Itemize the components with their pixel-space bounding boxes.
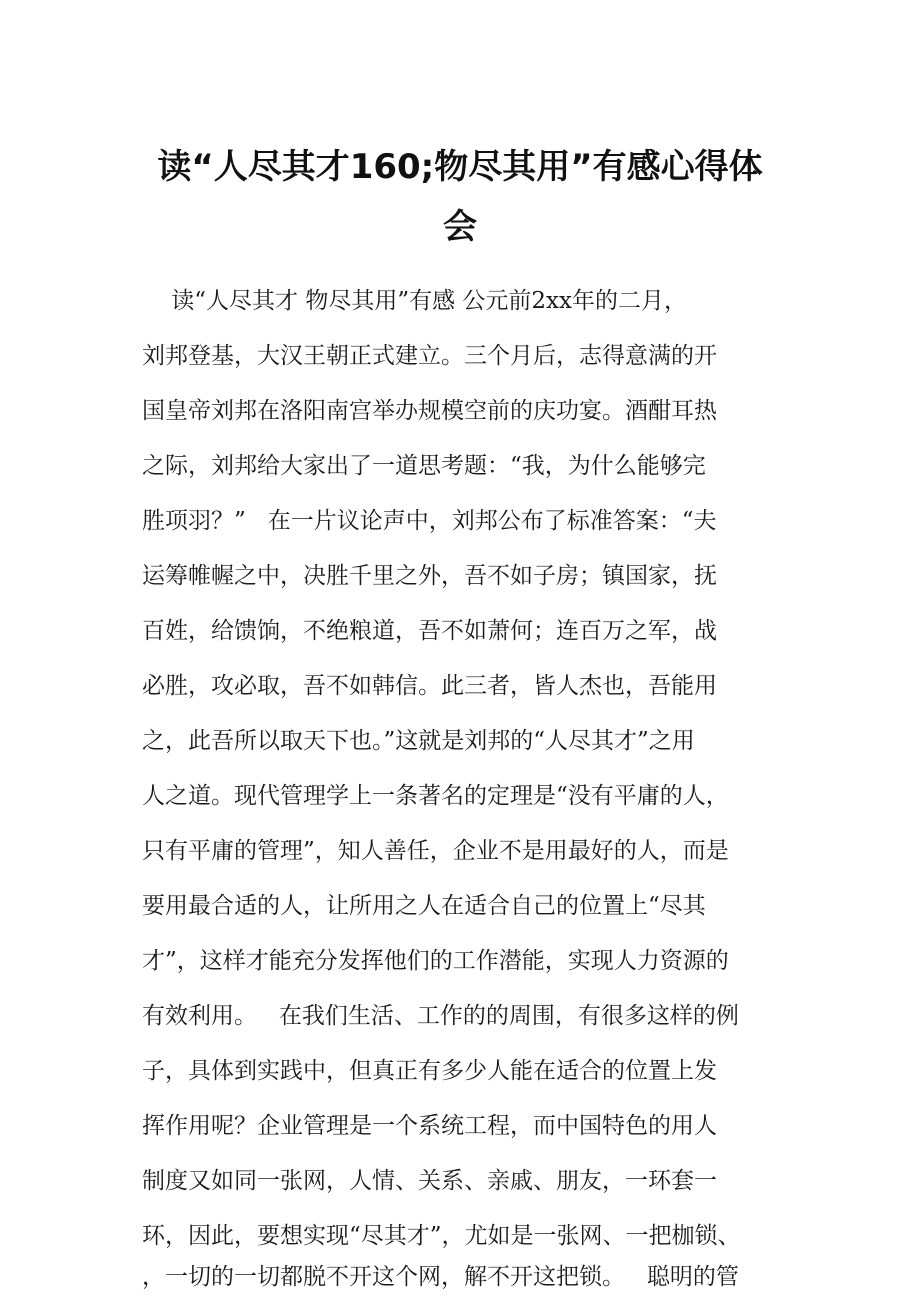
body-line: 刘邦登基，大汉王朝正式建立。三个月后，志得意满的开 (142, 343, 717, 369)
body-line: 子，具体到实践中，但真正有多少人能在适合的位置上发 (142, 1058, 717, 1084)
body-line: 胜项羽？” 在一片议论声中，刘邦公布了标准答案：“夫 (142, 508, 717, 534)
body-line: 必胜，攻必取，吾不如韩信。此三者，皆人杰也，吾能用 (142, 673, 717, 699)
body-line: 挥作用呢？企业管理是一个系统工程，而中国特色的用人 (142, 1113, 717, 1139)
body-line: 要用最合适的人，让所用之人在适合自己的位置上“尽其 (142, 893, 706, 919)
document-title-line-2: 会 (443, 207, 477, 247)
body-line: 国皇帝刘邦在洛阳南宫举办规模空前的庆功宴。酒酣耳热 (142, 398, 717, 424)
body-line: 人之道。现代管理学上一条著名的定理是“没有平庸的人， (142, 783, 729, 809)
body-line: 百姓，给馈饷，不绝粮道，吾不如萧何；连百万之军，战 (142, 618, 717, 644)
body-line: ，一切的一切都脱不开这个网，解不开这把锁。 聪明的管 (142, 1264, 739, 1290)
body-line: 环，因此，要想实现“尽其才”，尤如是一张网、一把枷锁、 (142, 1223, 741, 1249)
body-line: 制度又如同一张网，人情、关系、亲戚、朋友，一环套一 (142, 1168, 717, 1194)
body-line: 读“人尽其才 物尽其用”有感 公元前2xx年的二月， (142, 288, 687, 314)
body-line: 运筹帷幄之中，决胜千里之外，吾不如子房；镇国家，抚 (142, 563, 717, 589)
document-title-line-1: 读“人尽其才160;物尽其用”有感心得体 (157, 147, 763, 187)
body-line: 只有平庸的管理”，知人善任，企业不是用最好的人，而是 (142, 838, 729, 864)
body-line: 之际，刘邦给大家出了一道思考题：“我，为什么能够完 (142, 453, 706, 479)
body-line: 才”，这样才能充分发挥他们的工作潜能，实现人力资源的 (142, 948, 729, 974)
body-line: 之，此吾所以取天下也。”这就是刘邦的“人尽其才”之用 (142, 728, 695, 754)
body-line: 有效利用。 在我们生活、工作的的周围，有很多这样的例 (142, 1003, 739, 1029)
